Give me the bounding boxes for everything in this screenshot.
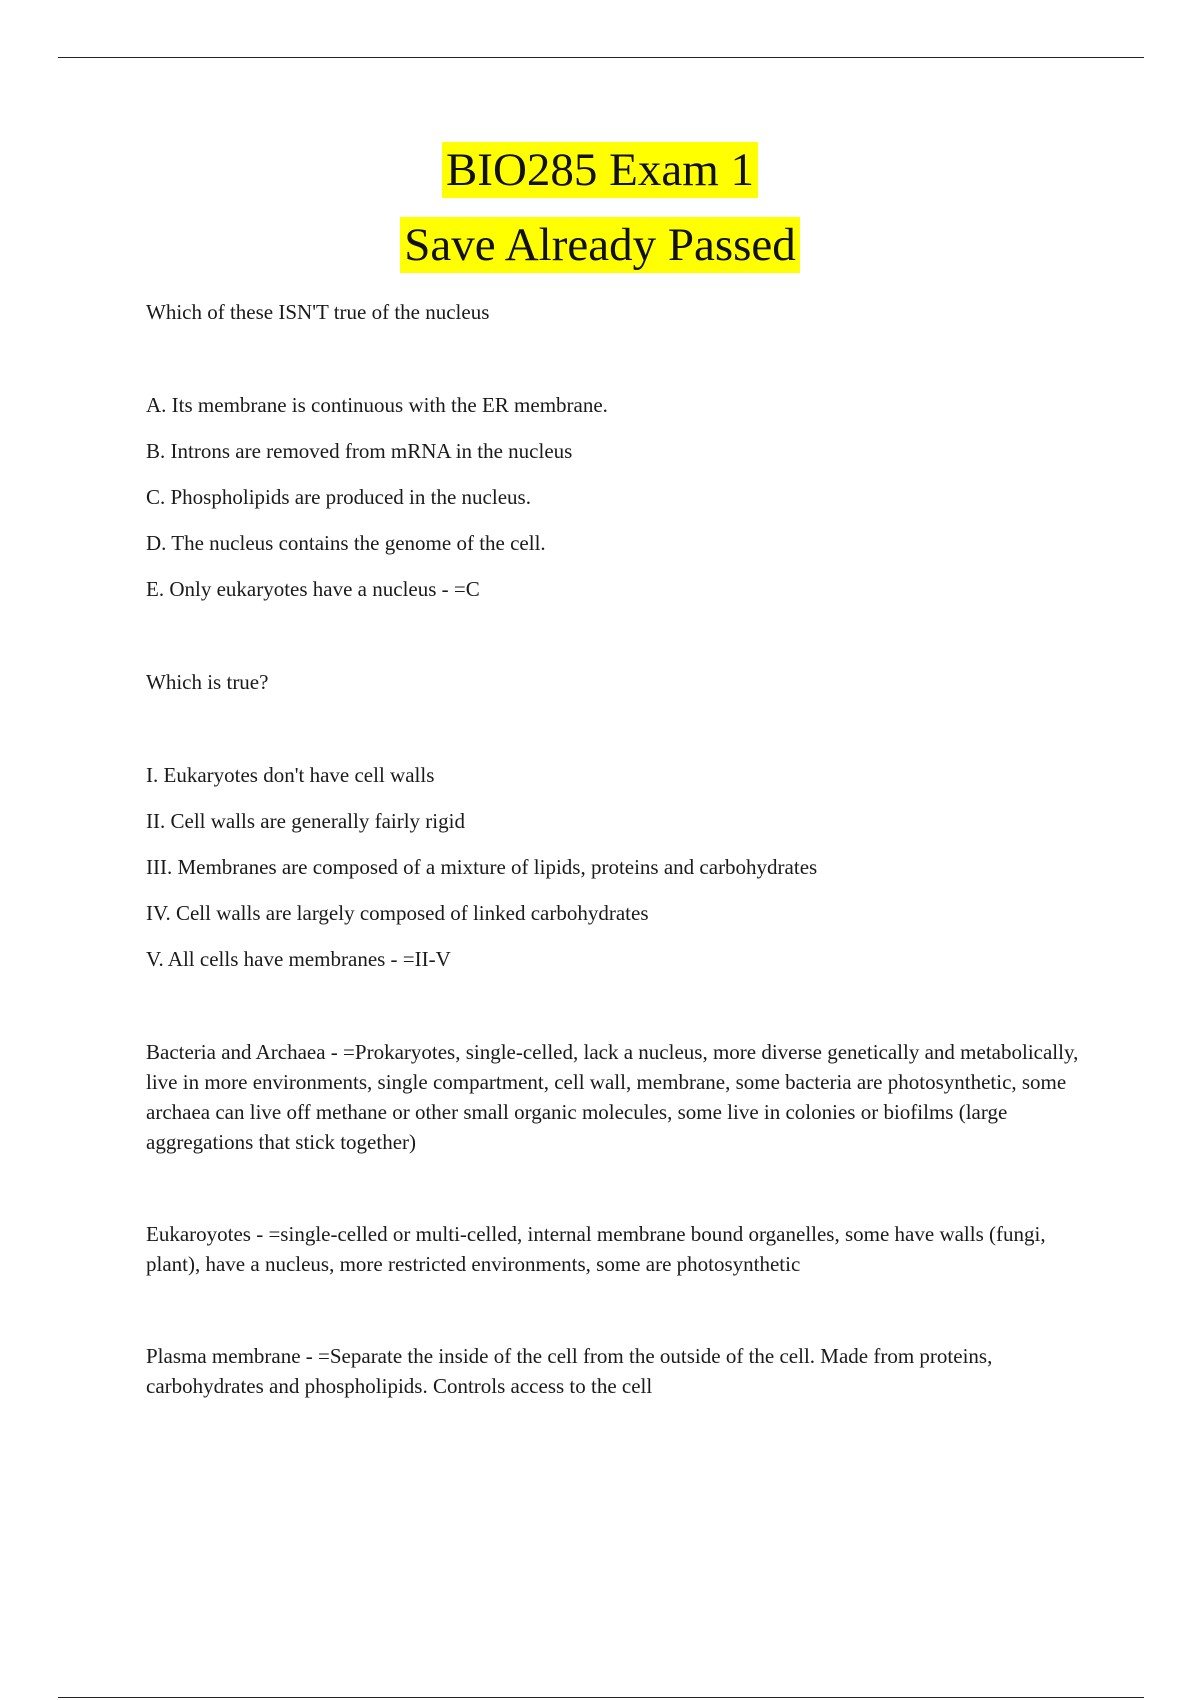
answer-option: E. Only eukaryotes have a nucleus - =C [146, 577, 480, 601]
answer-option: V. All cells have membranes - =II-V [146, 947, 451, 971]
title-block [0, 142, 1200, 292]
definition-paragraph: Bacteria and Archaea - =Prokaryotes, single-celled, lack a nucleus, more diverse genetically and metabolically, live in more environments, single compartment, cell wall, membrane, some bacteria are photosynthetic, some archaea can live off methane or other small organic molecules, some live in colonies or biofilms (large aggregations that stick together) [146, 1040, 1079, 1154]
doc-subtitle: Save Already Passed [400, 217, 800, 273]
definition-paragraph: Eukaroyotes - =single-celled or multi-celled, internal membrane bound organelles, some have walls (fungi, plant), have a nucleus, more restricted environments, some are photosynthetic [146, 1222, 1046, 1276]
answer-option: C. Phospholipids are produced in the nucleus. [146, 485, 531, 509]
definition-paragraph: Plasma membrane - =Separate the inside of the cell from the outside of the cell. Made from proteins, carbohydrates and phospholipids. Controls access to the cell [146, 1344, 993, 1398]
answer-option: II. Cell walls are generally fairly rigid [146, 809, 465, 833]
question-prompt: Which of these ISN'T true of the nucleus [146, 300, 490, 324]
top-rule [58, 57, 1144, 58]
answer-option: III. Membranes are composed of a mixture of lipids, proteins and carbohydrates [146, 855, 818, 879]
question-prompt: Which is true? [146, 670, 269, 694]
document-body [146, 297, 1096, 1463]
answer-option: D. The nucleus contains the genome of the cell. [146, 531, 546, 555]
answer-option: B. Introns are removed from mRNA in the nucleus [146, 439, 573, 463]
answer-option: A. Its membrane is continuous with the ER membrane. [146, 393, 608, 417]
doc-title: BIO285 Exam 1 [442, 142, 758, 198]
answer-option: I. Eukaryotes don't have cell walls [146, 763, 435, 787]
bottom-rule [58, 1697, 1144, 1698]
answer-option: IV. Cell walls are largely composed of linked carbohydrates [146, 901, 649, 925]
